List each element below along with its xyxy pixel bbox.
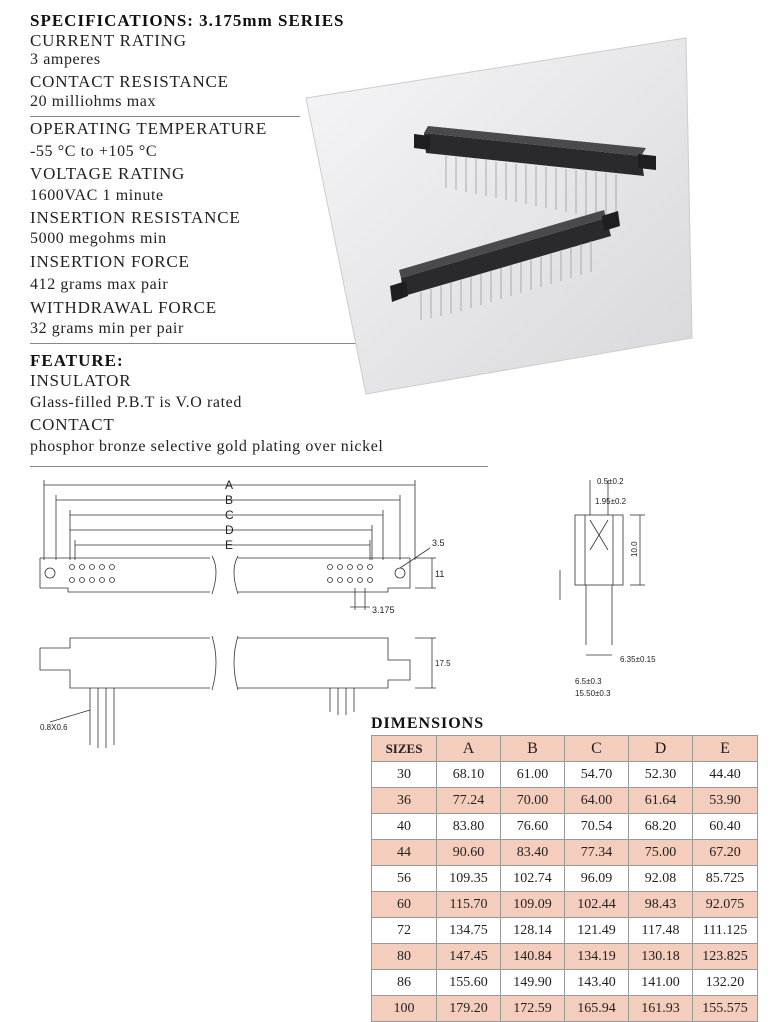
cell-a: 68.10	[437, 762, 501, 788]
dimensions-table	[371, 735, 758, 1022]
spec-label-withdrawal-force: WITHDRAWAL FORCE	[30, 298, 217, 317]
spec-value-withdrawal-force: 32 grams min per pair	[30, 320, 184, 337]
feature-value-insulator: Glass-filled P.B.T is V.O rated	[30, 394, 242, 411]
dim-label-c: C	[225, 508, 234, 522]
spec-label-contact-resistance: CONTACT RESISTANCE	[30, 72, 229, 91]
cell-b: 149.90	[501, 970, 565, 996]
cell-size: 40	[372, 814, 437, 840]
spec-value-operating-temperature: -55 °C to +105 °C	[30, 143, 158, 160]
cell-e: 85.725	[693, 866, 758, 892]
cell-c: 77.34	[565, 840, 629, 866]
height-side-label: 17.5	[435, 659, 451, 668]
cell-c: 70.54	[565, 814, 629, 840]
cell-b: 76.60	[501, 814, 565, 840]
cell-e: 132.20	[693, 970, 758, 996]
table-row	[372, 814, 758, 840]
cell-size: 44	[372, 840, 437, 866]
cell-b: 128.14	[501, 918, 565, 944]
cell-c: 121.49	[565, 918, 629, 944]
cell-size: 60	[372, 892, 437, 918]
header-c: C	[565, 736, 629, 762]
header-d: D	[629, 736, 693, 762]
feature-divider	[30, 466, 488, 467]
feature-label-insulator: INSULATOR	[30, 371, 132, 390]
table-row	[372, 918, 758, 944]
cell-c: 134.19	[565, 944, 629, 970]
end-view	[560, 480, 645, 655]
cell-a: 77.24	[437, 788, 501, 814]
cell-size: 80	[372, 944, 437, 970]
side-w3-label: 15.50±0.3	[575, 689, 611, 698]
header-a: A	[437, 736, 501, 762]
feature-label-contact: CONTACT	[30, 415, 115, 434]
cell-b: 172.59	[501, 996, 565, 1022]
table-row	[372, 866, 758, 892]
cell-size: 36	[372, 788, 437, 814]
cell-a: 147.45	[437, 944, 501, 970]
pin-size-label: 0.8X0.6	[40, 723, 68, 732]
dim-label-d: D	[225, 523, 234, 537]
cell-b: 102.74	[501, 866, 565, 892]
table-row	[372, 762, 758, 788]
cell-e: 155.575	[693, 996, 758, 1022]
cell-a: 134.75	[437, 918, 501, 944]
cell-a: 179.20	[437, 996, 501, 1022]
dim-label-a: A	[225, 478, 234, 492]
spec-label-insertion-resistance: INSERTION RESISTANCE	[30, 208, 241, 227]
cell-a: 155.60	[437, 970, 501, 996]
cell-c: 96.09	[565, 866, 629, 892]
header-b: B	[501, 736, 565, 762]
cell-size: 56	[372, 866, 437, 892]
cell-b: 109.09	[501, 892, 565, 918]
cell-a: 109.35	[437, 866, 501, 892]
feature-title: FEATURE:	[30, 351, 124, 370]
cell-d: 52.30	[629, 762, 693, 788]
hole-diameter-label: 3.5	[432, 538, 445, 548]
side-height-label: 10.0	[630, 541, 639, 557]
cell-e: 67.20	[693, 840, 758, 866]
spec-label-insertion-force: INSERTION FORCE	[30, 252, 190, 271]
table-row	[372, 788, 758, 814]
dim-label-e: E	[225, 538, 234, 552]
spec-title: SPECIFICATIONS: 3.175mm SERIES	[30, 11, 345, 30]
spec-label-operating-temperature: OPERATING TEMPERATURE	[30, 119, 268, 138]
cell-b: 61.00	[501, 762, 565, 788]
header-sizes: SIZES	[372, 736, 437, 762]
table-row	[372, 840, 758, 866]
cell-e: 123.825	[693, 944, 758, 970]
spec-label-current-rating: CURRENT RATING	[30, 31, 187, 50]
side-top1-label: 0.5±0.2	[597, 477, 624, 486]
height-small-label: 11	[435, 569, 445, 579]
cell-a: 90.60	[437, 840, 501, 866]
cell-d: 75.00	[629, 840, 693, 866]
spec-value-current-rating: 3 amperes	[30, 51, 101, 68]
side-w1-label: 6.35±0.15	[620, 655, 656, 664]
cell-e: 53.90	[693, 788, 758, 814]
cell-c: 54.70	[565, 762, 629, 788]
cell-e: 111.125	[693, 918, 758, 944]
table-header-row	[372, 736, 758, 762]
cell-a: 83.80	[437, 814, 501, 840]
cell-e: 92.075	[693, 892, 758, 918]
spec-label-voltage-rating: VOLTAGE RATING	[30, 164, 186, 183]
cell-d: 117.48	[629, 918, 693, 944]
cell-c: 165.94	[565, 996, 629, 1022]
cell-c: 102.44	[565, 892, 629, 918]
feature-value-contact: phosphor bronze selective gold plating over nickel	[30, 438, 384, 455]
header-e: E	[693, 736, 758, 762]
table-row	[372, 892, 758, 918]
top-view	[40, 548, 436, 610]
dimensions-title: DIMENSIONS	[371, 715, 485, 732]
dim-label-b: B	[225, 493, 234, 507]
side-top2-label: 1.95±0.2	[595, 497, 627, 506]
cell-d: 61.64	[629, 788, 693, 814]
cell-d: 92.08	[629, 866, 693, 892]
spec-divider	[30, 116, 300, 117]
pitch-label: 3.175	[372, 605, 395, 615]
cell-b: 70.00	[501, 788, 565, 814]
table-row	[372, 996, 758, 1022]
table-row	[372, 970, 758, 996]
spec-value-voltage-rating: 1600VAC 1 minute	[30, 187, 164, 204]
spec-value-insertion-resistance: 5000 megohms min	[30, 230, 167, 247]
cell-a: 115.70	[437, 892, 501, 918]
cell-b: 140.84	[501, 944, 565, 970]
cell-c: 64.00	[565, 788, 629, 814]
product-photo	[306, 38, 692, 394]
spec-value-contact-resistance: 20 milliohms max	[30, 93, 157, 110]
cell-e: 44.40	[693, 762, 758, 788]
cell-d: 68.20	[629, 814, 693, 840]
cell-e: 60.40	[693, 814, 758, 840]
cell-d: 161.93	[629, 996, 693, 1022]
cell-size: 86	[372, 970, 437, 996]
cell-b: 83.40	[501, 840, 565, 866]
cell-size: 100	[372, 996, 437, 1022]
cell-d: 130.18	[629, 944, 693, 970]
spec-value-insertion-force: 412 grams max pair	[30, 276, 169, 293]
cell-d: 141.00	[629, 970, 693, 996]
cell-size: 30	[372, 762, 437, 788]
side-w2-label: 6.5±0.3	[575, 677, 602, 686]
cell-d: 98.43	[629, 892, 693, 918]
table-row	[372, 944, 758, 970]
cell-c: 143.40	[565, 970, 629, 996]
cell-size: 72	[372, 918, 437, 944]
